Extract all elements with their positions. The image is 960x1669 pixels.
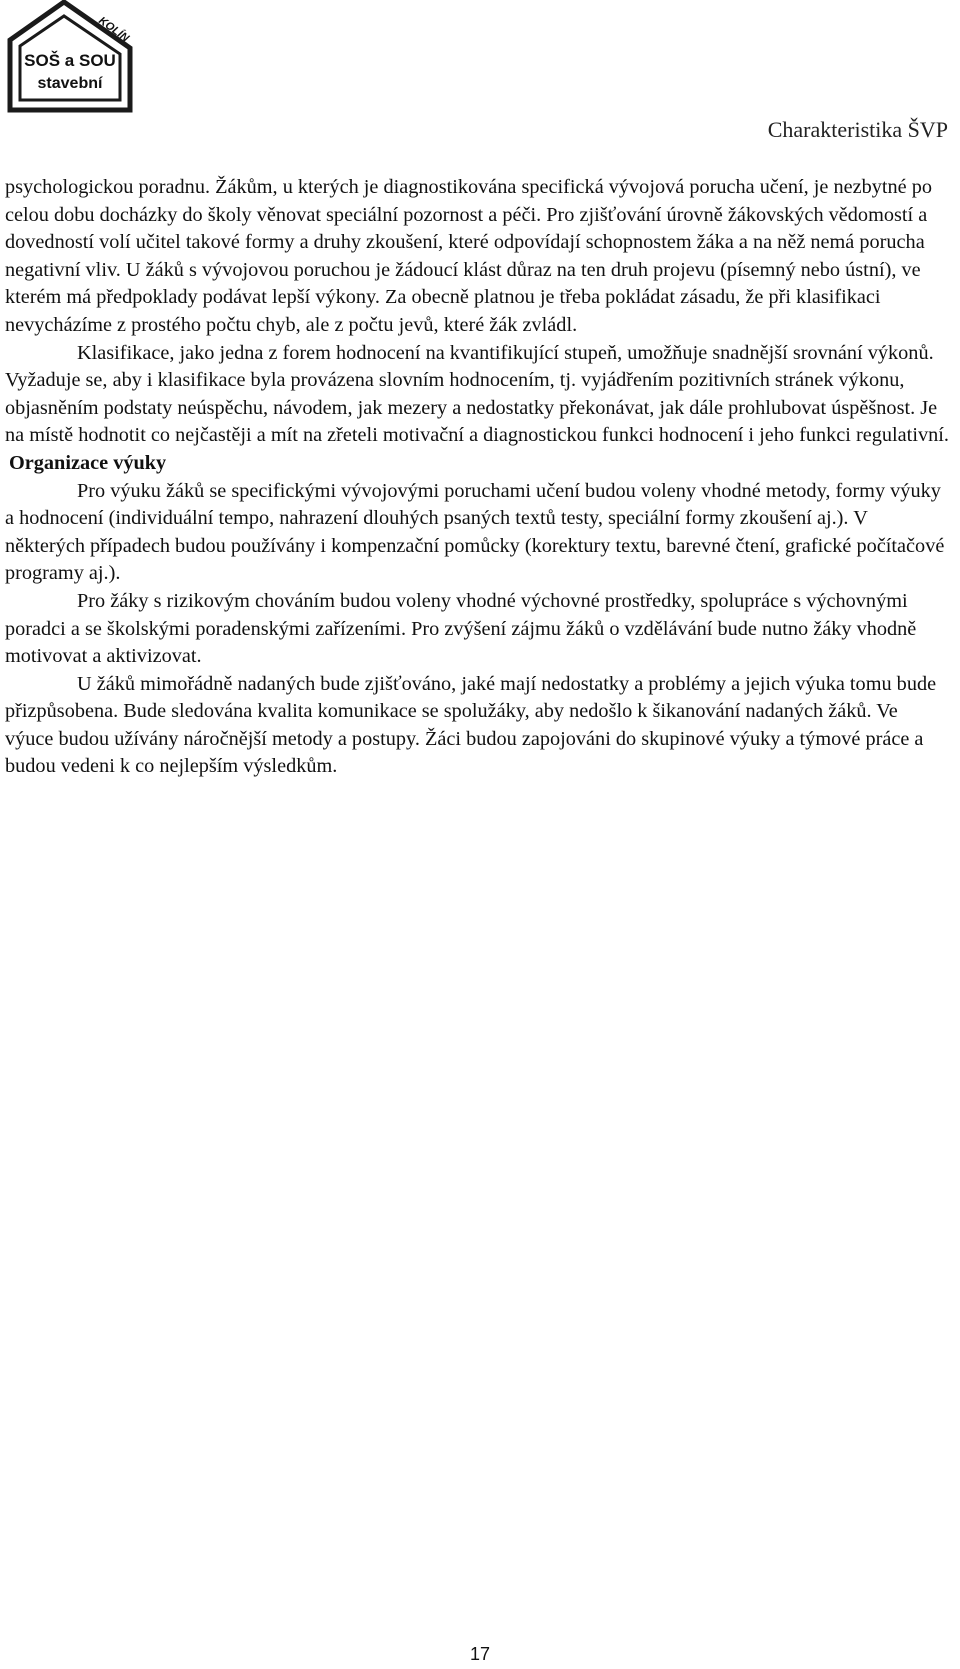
page-number: 17 <box>469 1644 491 1664</box>
header-title: Charakteristika ŠVP <box>767 117 948 142</box>
paragraph-5: U žáků mimořádně nadaných bude zjišťováno, jaké mají nedostatky a problémy a jejich výuka tomu bude přizpůsobena. Bude sledována kvalita komunikace se spolužáky, aby nedošlo k šikanování nadaných žáků. Ve výuce budou užívány náročnější metody a postupy. Žáci budou zapojováni do skupinové výuky a týmové práce a budou vedeni k co nejlepším výsledkům. <box>5 672 937 778</box>
school-logo-house-icon <box>6 0 136 114</box>
logo-line1: SOŠ a SOU <box>24 51 116 70</box>
logo-corner-text: KOLÍN <box>96 14 131 45</box>
school-logo <box>6 0 136 114</box>
document-body <box>5 174 951 781</box>
paragraph-4: Pro žáky s rizikovým chováním budou voleny vhodné výchovné prostředky, spolupráce s výchovnými poradci a se školskými poradenskými zařízeními. Pro zvýšení zájmu žáků o vzdělávání bude nutno žáky vhodně motivovat a aktivizovat. <box>5 589 917 668</box>
logo-line2: stavební <box>37 75 103 92</box>
paragraph-3: Pro výuku žáků se specifickými vývojovými poruchami učení budou voleny vhodné metody, formy výuky a hodnocení (individuální tempo, nahrazení dlouhých psaných textů testy, speciální formy zkoušení aj.). V některých případech budou používány i kompenzační pomůcky (korektury textu, barevné čtení, grafické počítačové programy aj.). <box>5 479 945 585</box>
section-heading: Organizace výuky <box>9 451 167 474</box>
paragraph-1: psychologickou poradnu. Žákům, u kterých je diagnostikována specifická vývojová porucha učení, je nezbytné po celou dobu docházky do školy věnovat speciální pozornost a péči. Pro zjišťování úrovně žákovských vědomostí a dovedností volí učitel takové formy a druhy zkoušení, které odpovídají schopnostem žáka a na něž nemá porucha negativní vliv. U žáků s vývojovou poruchou je žádoucí klást důraz na ten druh projevu (písemný nebo ústní), ve kterém má předpoklady podávat lepší výkony. Za obecně platnou je třeba pokládat zásadu, že při klasifikaci nevycházíme z prostého počtu chyb, ale z počtu jevů, které žák zvládl. <box>5 176 933 336</box>
paragraph-2: Klasifikace, jako jedna z forem hodnocení na kvantifikující stupeň, umožňuje snadnější srovnání výkonů. Vyžaduje se, aby i klasifikace byla provázena slovním hodnocením, tj. vyjádřením pozitivních stránek výkonu, objasněním podstaty neúspěchu, návodem, jak mezery a nedostatky překonávat, jak dále prohlubovat úspěšnost. Je na místě hodnotit co nejčastěji a mít na zřeteli motivační a diagnostickou funkci hodnocení i jeho funkci regulativní. <box>5 341 949 447</box>
